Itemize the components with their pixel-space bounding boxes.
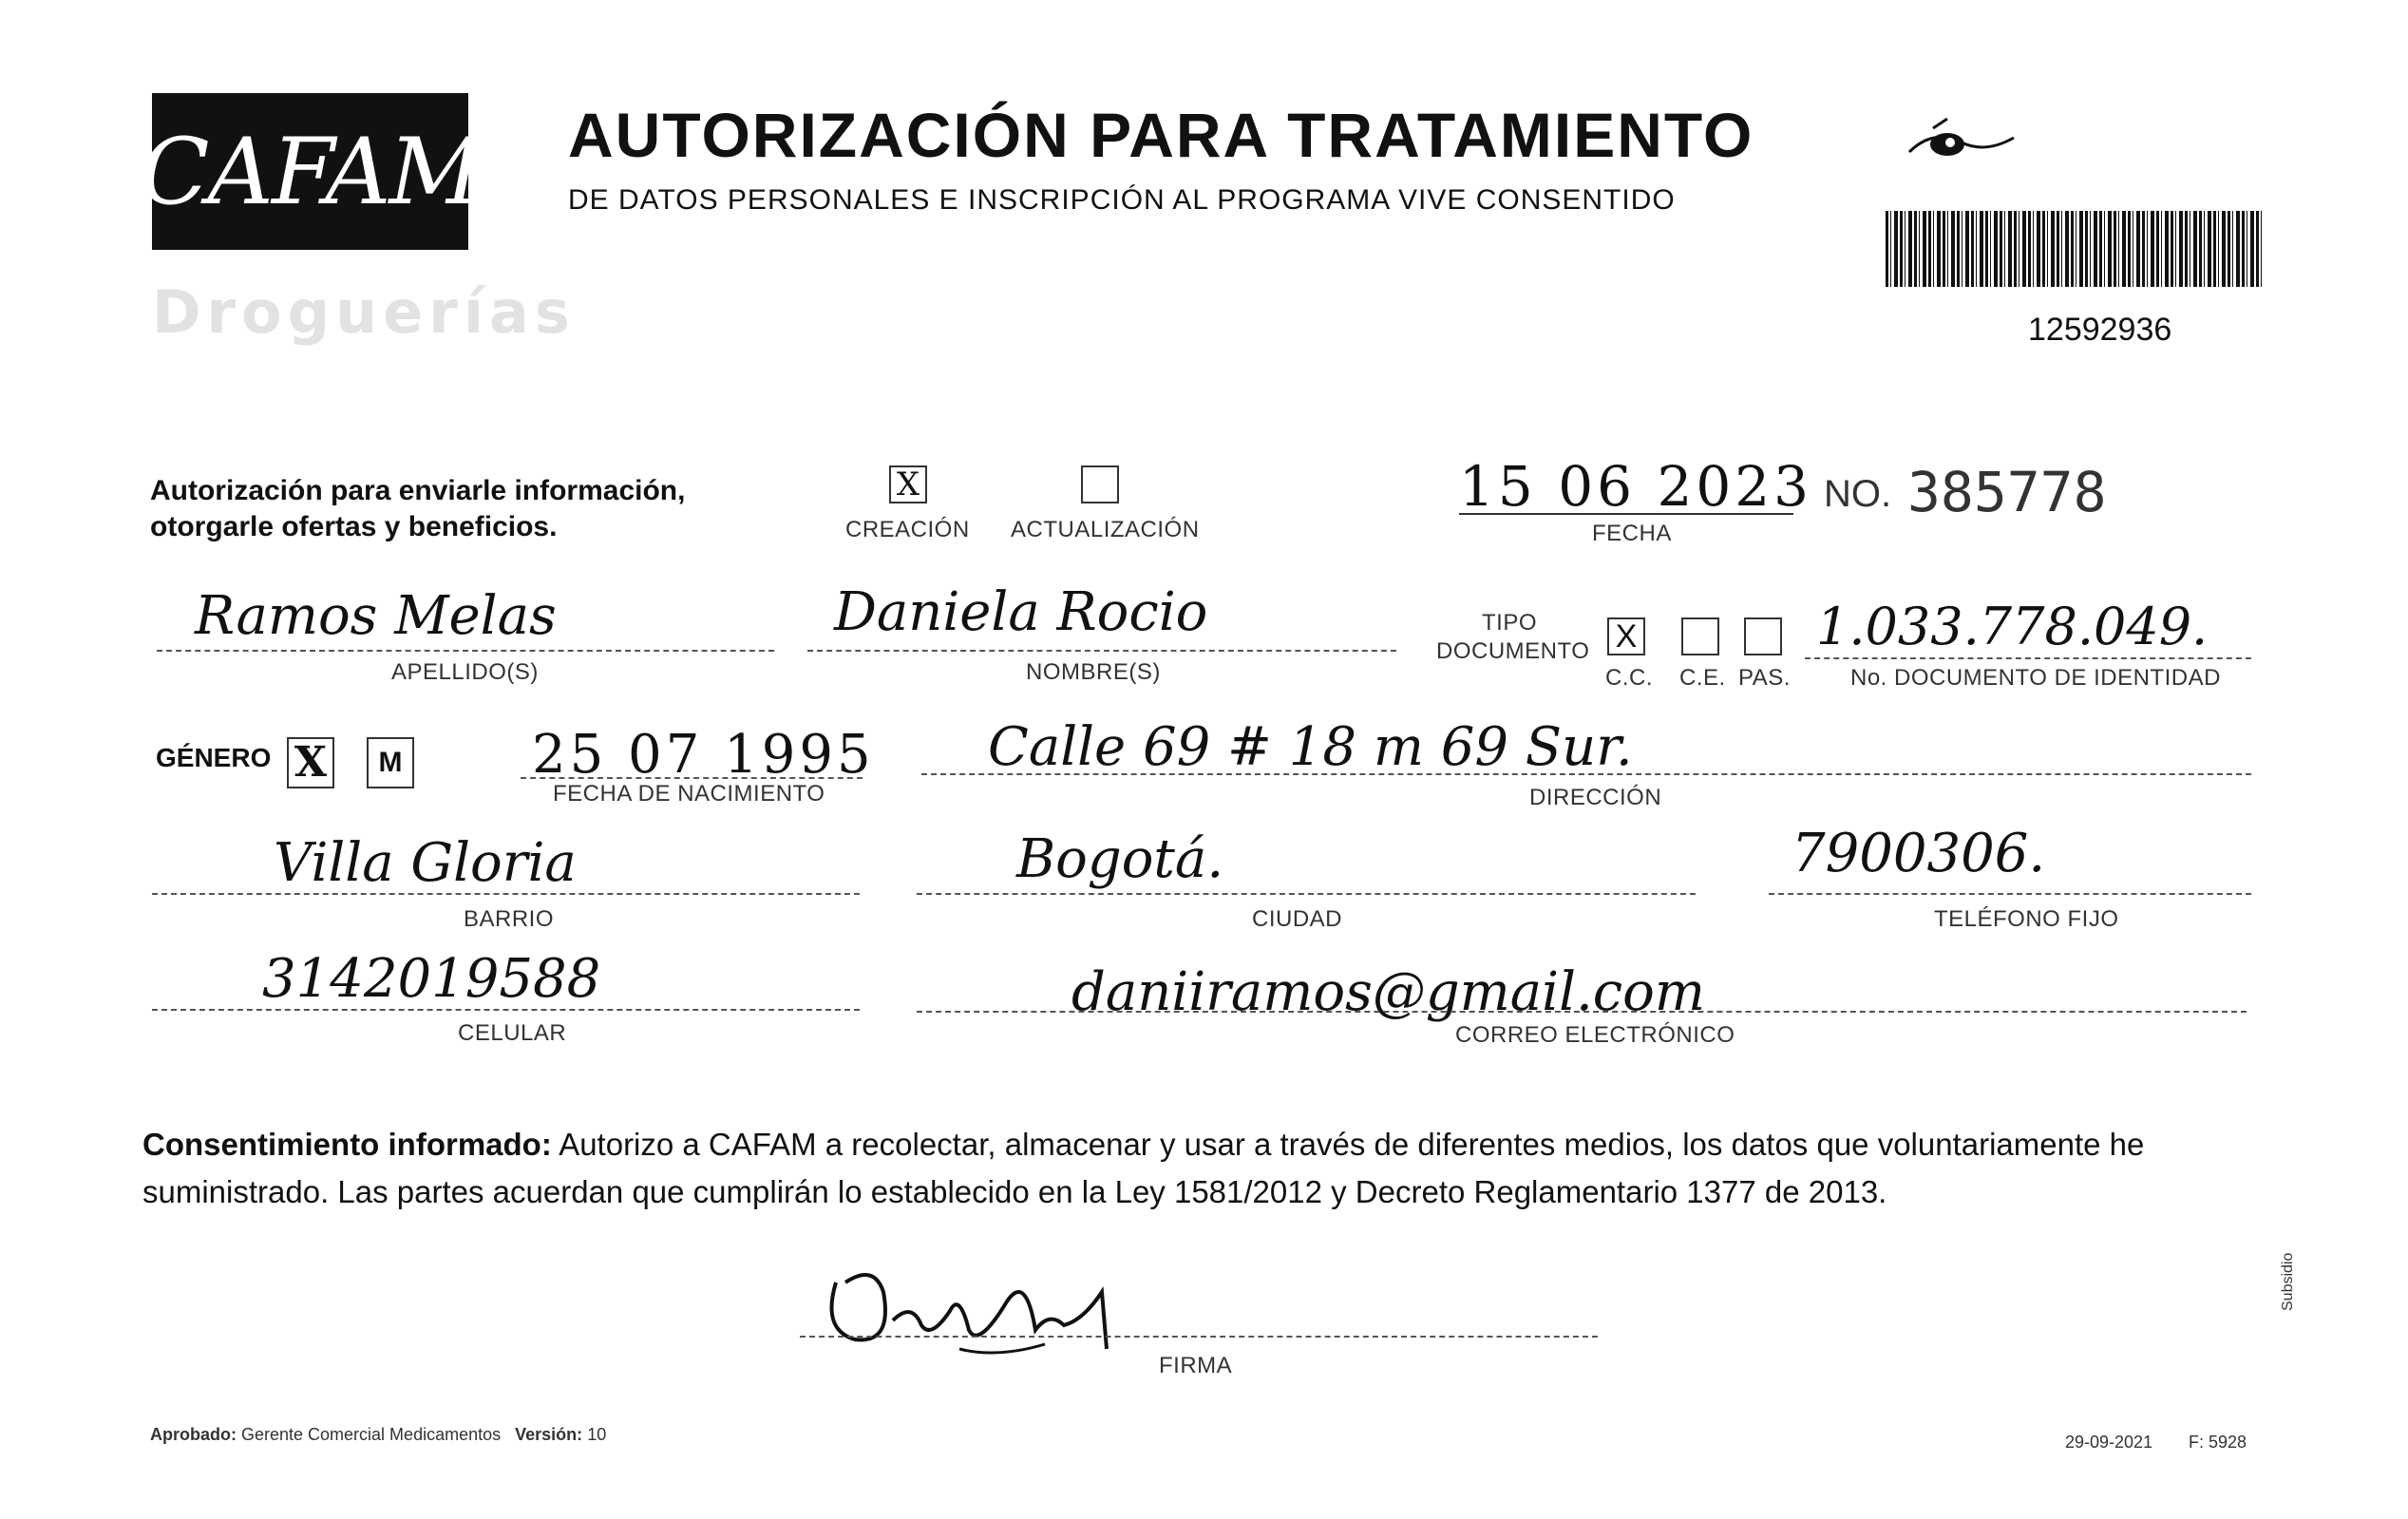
celular-underline: [152, 1009, 860, 1011]
genero-label: GÉNERO: [156, 743, 272, 772]
version-value: 10: [587, 1425, 607, 1444]
nombres-value: Daniela Rocio: [834, 581, 1208, 643]
documento-value: 1.033.778.049.: [1816, 597, 2209, 656]
document-title: AUTORIZACIÓN PARA TRATAMIENTO: [568, 100, 1754, 170]
firma-underline: [800, 1336, 1598, 1338]
documento-label: No. DOCUMENTO DE IDENTIDAD: [1850, 665, 2221, 691]
side-vertical-text: Subsidio: [2280, 1252, 2296, 1311]
authorization-label-line2: otorgarle ofertas y beneficios.: [150, 511, 558, 542]
ciudad-underline: [917, 893, 1696, 895]
tipo-label: TIPO: [1482, 610, 1538, 636]
aprobado-value: Gerente Comercial Medicamentos: [241, 1425, 502, 1444]
telefono-label: TELÉFONO FIJO: [1934, 906, 2119, 932]
ce-label: C.E.: [1679, 665, 1726, 691]
pas-checkbox[interactable]: [1744, 617, 1782, 655]
correo-underline: [917, 1011, 2247, 1013]
direccion-underline: [921, 773, 2251, 775]
nacimiento-label: FECHA DE NACIMIENTO: [553, 781, 825, 807]
genero-m-checkbox[interactable]: M: [367, 737, 414, 788]
consent-text: Autorizo a CAFAM a recolectar, almacenar y usar a través de diferentes medios, los datos que voluntariamente he suministrado. Las partes acuerdan que cumplirán lo establecido en la Ley 1581/2012 y Decreto Reglamentario 1377 de 2013.: [142, 1127, 2145, 1209]
footer-approval: [150, 1425, 606, 1445]
creacion-checkbox[interactable]: X: [889, 465, 927, 503]
aprobado-label: Aprobado:: [150, 1425, 237, 1444]
actualizacion-label: ACTUALIZACIÓN: [1011, 517, 1200, 542]
cc-label: C.C.: [1605, 665, 1653, 691]
nombres-underline: [807, 650, 1396, 652]
documento-type-label: DOCUMENTO: [1436, 638, 1590, 664]
apellidos-underline: [157, 650, 774, 652]
correo-label: CORREO ELECTRÓNICO: [1455, 1022, 1735, 1048]
signature-image: [817, 1254, 1197, 1368]
version-label: Versión:: [515, 1425, 583, 1444]
direccion-value: Calle 69 # 18 m 69 Sur.: [988, 716, 1633, 778]
footer-date-code: 29-09-2021: [2065, 1433, 2153, 1452]
telefono-underline: [1769, 893, 2251, 895]
firma-label: FIRMA: [1159, 1353, 1233, 1378]
footer-f-code: F: 5928: [2189, 1433, 2247, 1452]
genero-f-checkbox[interactable]: X: [287, 737, 334, 788]
fecha-label: FECHA: [1592, 521, 1672, 546]
pas-label: PAS.: [1738, 665, 1791, 691]
celular-value: 3142019588: [262, 948, 601, 1010]
ce-checkbox[interactable]: [1681, 617, 1719, 655]
nacimiento-underline: [521, 777, 863, 779]
cafam-logo: CAFAM: [152, 93, 468, 250]
direccion-label: DIRECCIÓN: [1529, 785, 1662, 810]
documento-underline: [1805, 657, 2251, 659]
apellidos-label: APELLIDO(S): [391, 659, 539, 685]
consent-paragraph: [142, 1121, 2289, 1216]
ciudad-value: Bogotá.: [1016, 828, 1224, 890]
barcode-number: 12592936: [2028, 312, 2172, 348]
barrio-label: BARRIO: [464, 906, 555, 932]
nombres-label: NOMBRE(S): [1026, 659, 1161, 685]
fecha-value: 15 06 2023: [1459, 454, 1813, 519]
actualizacion-checkbox[interactable]: [1081, 465, 1119, 503]
creacion-label: CREACIÓN: [845, 517, 970, 542]
correo-value: daniiramos@gmail.com: [1071, 961, 1705, 1023]
barcode: [1886, 211, 2264, 287]
barrio-underline: [152, 893, 860, 895]
eye-logo-icon: [1905, 114, 2019, 171]
celular-label: CELULAR: [458, 1020, 567, 1046]
ciudad-label: CIUDAD: [1252, 906, 1343, 932]
droguerias-logo-text: Droguerías: [152, 277, 576, 347]
authorization-label-line1: Autorización para enviarle información,: [150, 475, 686, 506]
telefono-value: 7900306.: [1792, 823, 2046, 884]
document-subtitle: DE DATOS PERSONALES E INSCRIPCIÓN AL PROGRAMA VIVE CONSENTIDO: [568, 184, 1676, 216]
fecha-underline: [1459, 513, 1793, 515]
consent-heading: Consentimiento informado:: [142, 1127, 552, 1162]
nacimiento-value: 25 07 1995: [532, 724, 875, 786]
apellidos-value: Ramos Melas: [195, 585, 557, 647]
folio-number: 385778: [1907, 460, 2107, 524]
cc-checkbox[interactable]: X: [1607, 617, 1645, 655]
barrio-value: Villa Gloria: [274, 832, 577, 894]
no-label: NO.: [1824, 473, 1892, 515]
